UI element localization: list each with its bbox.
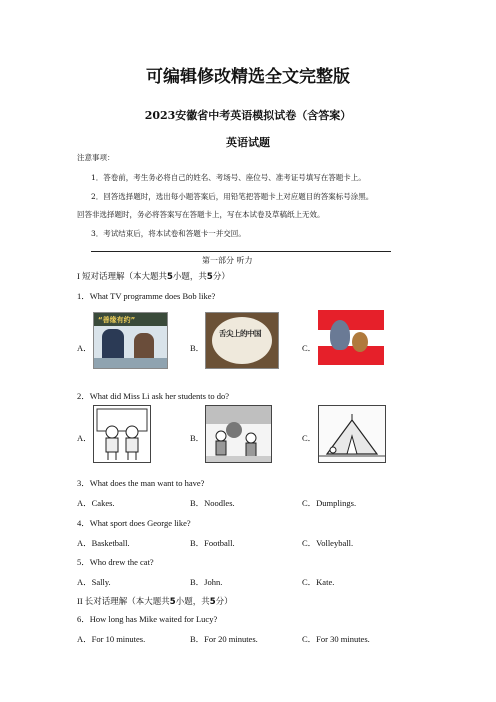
section-2-mid: 小题，共 xyxy=(175,596,210,606)
question-3-option-b[interactable]: B．Noodles. xyxy=(190,498,235,508)
question-5-option-a[interactable]: A．Sally. xyxy=(77,577,111,587)
question-2-option-a[interactable]: A． xyxy=(77,433,92,443)
section-2-points: 5 xyxy=(209,597,216,607)
question-6-option-c[interactable]: C．For 30 minutes. xyxy=(302,634,370,644)
section-1-count: 5 xyxy=(166,272,173,282)
section-1-mid: 小题，共 xyxy=(172,271,207,281)
question-5-option-b[interactable]: B．John. xyxy=(190,577,223,587)
people-outdoors-image xyxy=(205,405,272,463)
exam-section-title: 英语试题 xyxy=(226,136,270,149)
part-label: 第一部分 听力 xyxy=(202,256,253,265)
question-6-option-b[interactable]: B．For 20 minutes. xyxy=(190,634,258,644)
question-3-option-a[interactable]: A．Cakes. xyxy=(77,498,115,508)
question-4-option-c[interactable]: C．Volleyball. xyxy=(302,538,354,548)
question-6-stem: 6．How long has Mike waited for Lucy? xyxy=(77,614,218,624)
question-5-option-c[interactable]: C．Kate. xyxy=(302,577,335,587)
question-4-option-a[interactable]: A．Basketball. xyxy=(77,538,130,548)
section-2-suffix: 分） xyxy=(215,596,233,606)
exam-subtitle: 2023安徽省中考英语模拟试卷（含答案） xyxy=(144,109,352,122)
question-6-option-a[interactable]: A．For 10 minutes. xyxy=(77,634,146,644)
question-5-stem: 5．Who drew the cat? xyxy=(77,557,154,567)
notes-item-3: 3．考试结束后，将本试卷和答题卡一并交回。 xyxy=(91,229,246,238)
part-divider xyxy=(91,251,391,252)
question-1-option-c[interactable]: C． xyxy=(302,343,317,353)
notes-item-2a: 2．回答选择题时，选出每小题答案后，用铅笔把答题卡上对应题目的答案标号涂黑。 xyxy=(91,192,374,201)
tent-camping-image xyxy=(318,405,386,463)
question-2-option-b[interactable]: B． xyxy=(190,433,205,443)
section-2-count: 5 xyxy=(169,597,176,607)
question-4-stem: 4．What sport does George like? xyxy=(77,518,191,528)
question-4-option-b[interactable]: B．Football. xyxy=(190,538,235,548)
section-2-prefix: II 长对话理解（本大题共 xyxy=(77,596,170,606)
question-3-stem: 3．What does the man want to have? xyxy=(77,478,205,488)
question-2-stem: 2．What did Miss Li ask her students to do? xyxy=(77,391,230,401)
notes-heading: 注意事项： xyxy=(77,153,115,162)
question-1-stem: 1．What TV programme does Bob like? xyxy=(77,291,216,301)
document-title: 可编辑修改精选全文完整版 xyxy=(146,67,350,87)
section-1-suffix: 分） xyxy=(212,271,230,281)
documentary-title-text: 舌尖上的中国 xyxy=(219,329,261,338)
section-1-points: 5 xyxy=(206,272,213,282)
food-documentary-image xyxy=(205,312,279,369)
tv-show-logo-text: “善缘有约” xyxy=(98,316,136,324)
section-1-prefix: I 短对话理解（本大题共 xyxy=(77,271,167,281)
question-3-option-c[interactable]: C．Dumplings. xyxy=(302,498,357,508)
question-2-option-c[interactable]: C． xyxy=(302,433,317,443)
notes-item-1: 1．答卷前，考生务必将自己的姓名、考场号、座位号、准考证号填写在答题卡上。 xyxy=(91,173,366,182)
question-1-option-b[interactable]: B． xyxy=(190,343,205,353)
section-1-heading xyxy=(77,270,230,282)
students-at-board-image xyxy=(93,405,151,463)
section-2-heading xyxy=(77,595,233,607)
tv-show-studio-image xyxy=(93,312,168,369)
notes-item-2b: 回答非选择题时，务必将答案写在答题卡上，写在本试卷及草稿纸上无效。 xyxy=(77,210,325,219)
cartoon-cat-mouse-image xyxy=(318,310,384,365)
question-1-option-a[interactable]: A． xyxy=(77,343,92,353)
